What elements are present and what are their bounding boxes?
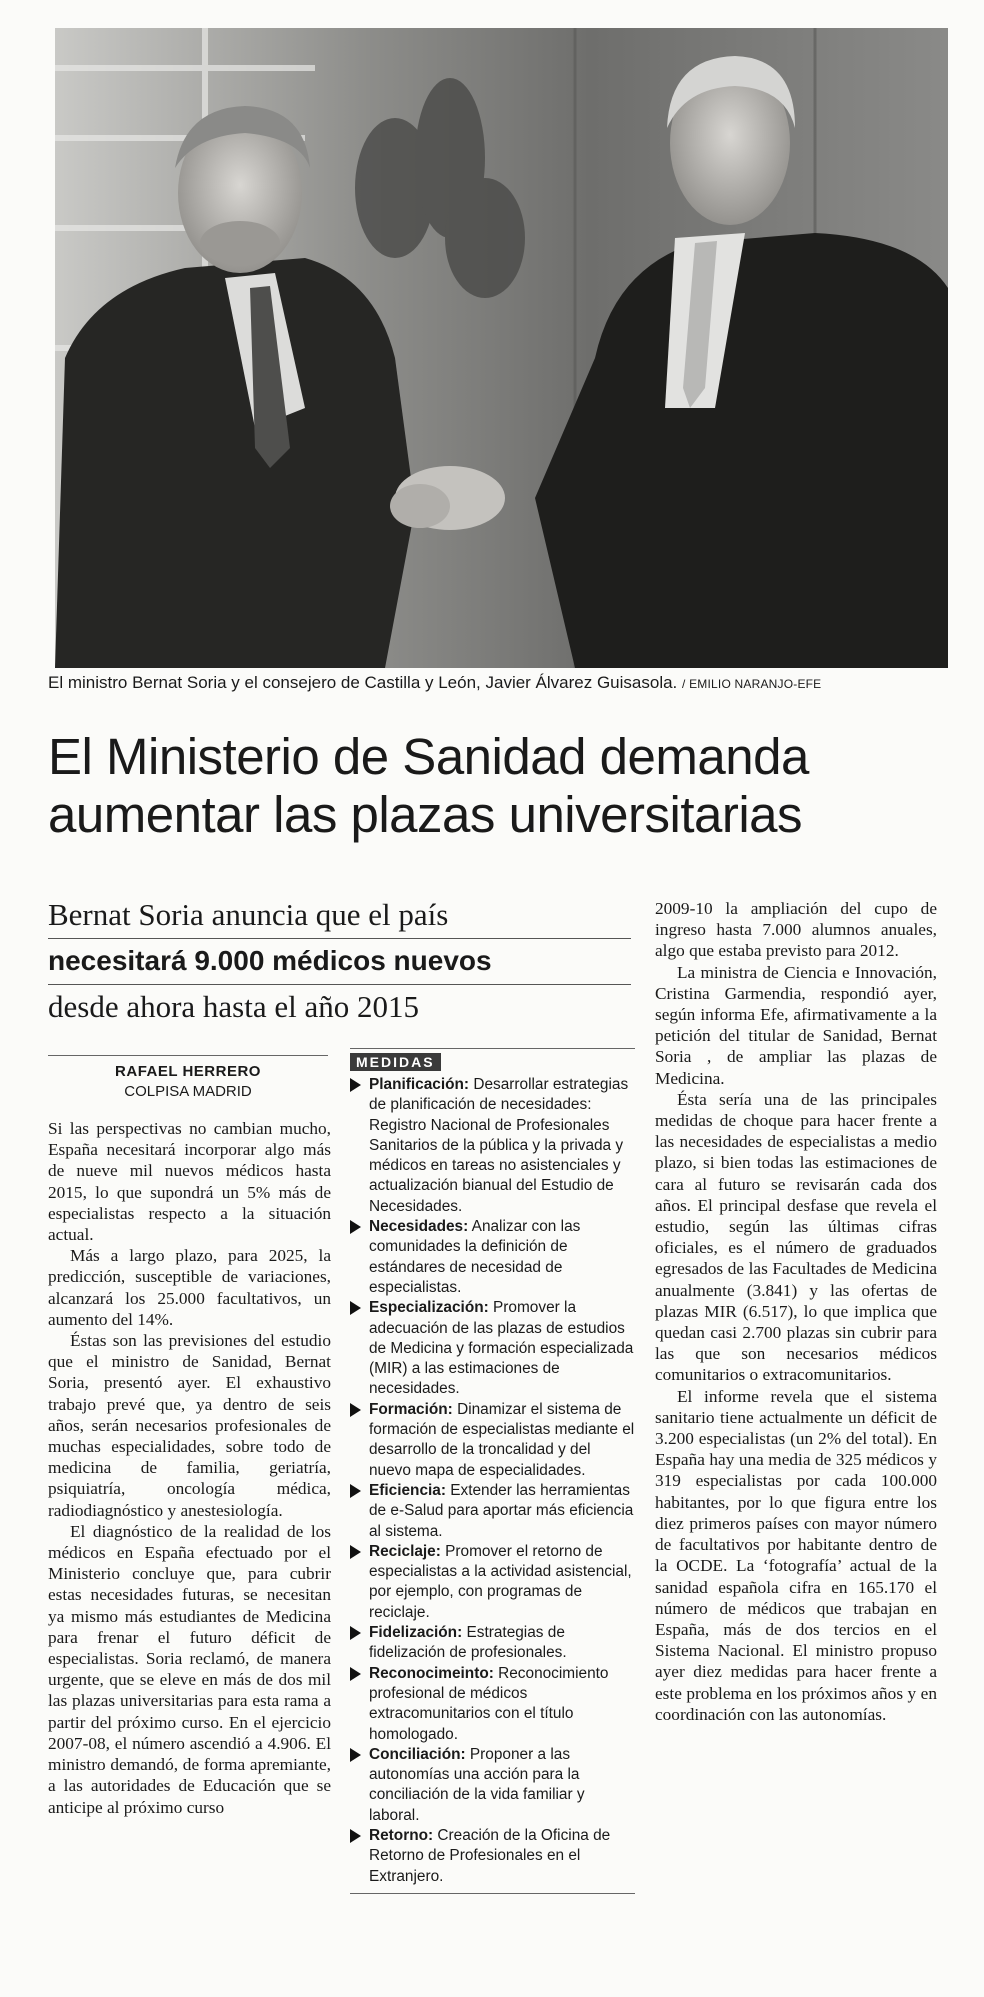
article-column-1 [48, 1118, 331, 1818]
byline-author: RAFAEL HERRERO [115, 1063, 261, 1080]
arrow-icon [350, 1829, 361, 1843]
medidas-title: MEDIDAS [350, 1053, 441, 1071]
medidas-text: Reconocimiento profesional de médicos extracomunitarios con el título homologado. [369, 1664, 609, 1743]
medidas-keyword: Formación: [369, 1400, 453, 1418]
caption-text: El ministro Bernat Soria y el consejero de Castilla y León, Javier Álvarez Guisasola. [48, 673, 678, 692]
medidas-item [350, 1826, 635, 1887]
byline-rule [48, 1055, 328, 1056]
byline [48, 1055, 328, 1102]
paragraph: El informe revela que el sistema sanitario tiene actualmente un déficit de 3.200 especialistas (un 2% del total). En España hay una media de 325 médicos y 319 especialistas por cada 100.000 habitantes, por lo que figura entre los diez primeros países con mayor número de facultativos por habitante dentro de la OCDE. La ‘fotografía’ actual de la sanidad española cifra en 165.170 el número de médicos que trabajan en España, más de dos tercios en el Sistema Nacional. El ministro propuso ayer diez medidas para hacer frente a este problema en los próximos años y en coordinación con las autonomías. [655, 1386, 937, 1724]
medidas-top-rule [350, 1048, 635, 1049]
medidas-item [350, 1542, 635, 1623]
medidas-keyword: Especialización: [369, 1299, 489, 1317]
photo-credit: / EMILIO NARANJO-EFE [682, 677, 822, 691]
subhead-line-3: desde ahora hasta el año 2015 [48, 989, 420, 1024]
medidas-item [350, 1664, 635, 1745]
arrow-icon [350, 1667, 361, 1681]
medidas-item [350, 1623, 635, 1664]
paragraph: El diagnóstico de la realidad de los médicos en España efectuado por el Ministerio concluye que, para cubrir estas necesidades futuras, se necesitan ya mismo más estudiantes de Medicina para frenar el futuro déficit de especialistas. Soria reclamó, de manera urgente, que se eleve en más de dos mil las plazas universitarias para esta rama a partir del próximo curso. En el ejercicio 2007-08, el número ascendió a 4.906. El ministro demandó, de forma apremiante, a las autoridades de Educación que se anticipe al próximo curso [48, 1521, 331, 1817]
medidas-text: Dinamizar el sistema de formación de especialistas mediante el desarrollo de la troncalidad y del nuevo mapa de especialidades. [369, 1400, 635, 1479]
medidas-keyword: Reciclaje: [369, 1542, 441, 1560]
medidas-keyword: Necesidades: [369, 1218, 469, 1236]
medidas-keyword: Planificación: [369, 1076, 470, 1093]
paragraph: 2009-10 la ampliación del cupo de ingreso hasta 7.000 alumnos anuales, algo que estaba previsto para 2012. [655, 899, 937, 961]
medidas-list [350, 1075, 635, 1887]
headline-line-2: aumentar las plazas universitarias [48, 786, 803, 843]
arrow-icon [350, 1078, 361, 1092]
medidas-text: Creación de la Oficina de Retorno de Profesionales en el Extranjero. [369, 1826, 611, 1885]
arrow-icon [350, 1484, 361, 1498]
paragraph: Éstas son las previsiones del estudio que el ministro de Sanidad, Bernat Soria, presentó ayer. El exhaustivo trabajo prevé que, ya dentro de seis años, serán necesarios profesionales de muchas especialidades, sobre todo de medicina de familia, geriatría, psiquiatría, oncología médica, radiodiagnóstico y anestesiología. [48, 1331, 331, 1520]
subheadline [48, 893, 631, 1030]
paragraph: Ésta sería una de las principales medidas de choque para hacer frente a las necesidades de especialistas a medio plazo, si bien todas las estimaciones de cara al futuro se revisarán cada dos años. El principal desfase que revela el estudio, según las últimas cifras oficiales, es el número de graduados egresados de las Facultades de Medicina anualmente (3.841) y las ofertas de plazas MIR (6.517), lo que implica que quedan casi 2.700 plazas sin cubrir para las que son necesarios médicos comunitarios o extracomunitarios. [655, 1089, 937, 1385]
photo-caption [48, 673, 948, 694]
paragraph: La ministra de Ciencia e Innovación, Cristina Garmendia, respondió ayer, según informa Efe, afirmativamente a la petición del titular de Sanidad, Bernat Soria , de ampliar las plazas de Medicina. [655, 962, 937, 1088]
headline-line-1: El Ministerio de Sanidad demanda [48, 728, 809, 785]
medidas-text: Extender las herramientas de e-Salud para aportar más eficiencia al sistema. [369, 1481, 634, 1540]
medidas-text: Estrategias de fidelización de profesionales. [369, 1624, 567, 1662]
medidas-item [350, 1400, 635, 1481]
arrow-icon [350, 1748, 361, 1762]
medidas-keyword: Reconocimeinto: [369, 1664, 494, 1682]
arrow-icon [350, 1220, 361, 1234]
medidas-text: Promover la adecuación de las plazas de estudios de Medicina y formación especializada (MIR) a las estimaciones de necesidades. [369, 1299, 634, 1398]
medidas-item [350, 1481, 635, 1542]
medidas-keyword: Eficiencia: [369, 1481, 446, 1499]
medidas-keyword: Conciliación: [369, 1745, 466, 1763]
medidas-text: Analizar con las comunidades la definición de estándares de necesidad de especialistas. [369, 1218, 581, 1296]
medidas-item [350, 1075, 635, 1217]
subhead-line-2: necesitará 9.000 médicos nuevos [48, 939, 631, 985]
paragraph: Si las perspectivas no cambian mucho, España necesitará incorporar algo más de nueve mil nuevos médicos hasta 2015, lo que supondrá un 5% más de especialistas respecto a la situación actual. [48, 1119, 331, 1245]
medidas-item [350, 1745, 635, 1826]
arrow-icon [350, 1403, 361, 1417]
article-column-3 [655, 898, 937, 1725]
handshake-photo [55, 28, 948, 668]
medidas-item [350, 1217, 635, 1298]
medidas-text: Desarrollar estrategias de planificación de necesidades: Registro Nacional de Profesionales Sanitarios de la pública y la privada y médicos en tareas no asistenciales y actualización bianual del Estudio de Necesidades. [369, 1076, 629, 1215]
headline [48, 728, 948, 844]
paragraph: Más a largo plazo, para 2025, la predicción, susceptible de variaciones, alcanzará los 25.000 facultativos, un aumento del 14%. [48, 1246, 331, 1329]
byline-agency: COLPISA MADRID [124, 1083, 252, 1100]
medidas-keyword: Fidelización: [369, 1624, 463, 1642]
arrow-icon [350, 1626, 361, 1640]
medidas-item [350, 1298, 635, 1399]
medidas-keyword: Retorno: [369, 1826, 434, 1844]
medidas-text: Proponer a las autonomías una acción para la conciliación de la vida familiar y laboral. [369, 1745, 585, 1824]
subhead-line-1: Bernat Soria anuncia que el país [48, 893, 631, 939]
medidas-text: Promover el retorno de especialistas a la actividad asistencial, por ejemplo, con programas de reciclaje. [369, 1542, 632, 1621]
news-photo [55, 28, 948, 668]
medidas-box [350, 1048, 635, 1894]
arrow-icon [350, 1301, 361, 1315]
medidas-bottom-rule [350, 1893, 635, 1894]
arrow-icon [350, 1545, 361, 1559]
